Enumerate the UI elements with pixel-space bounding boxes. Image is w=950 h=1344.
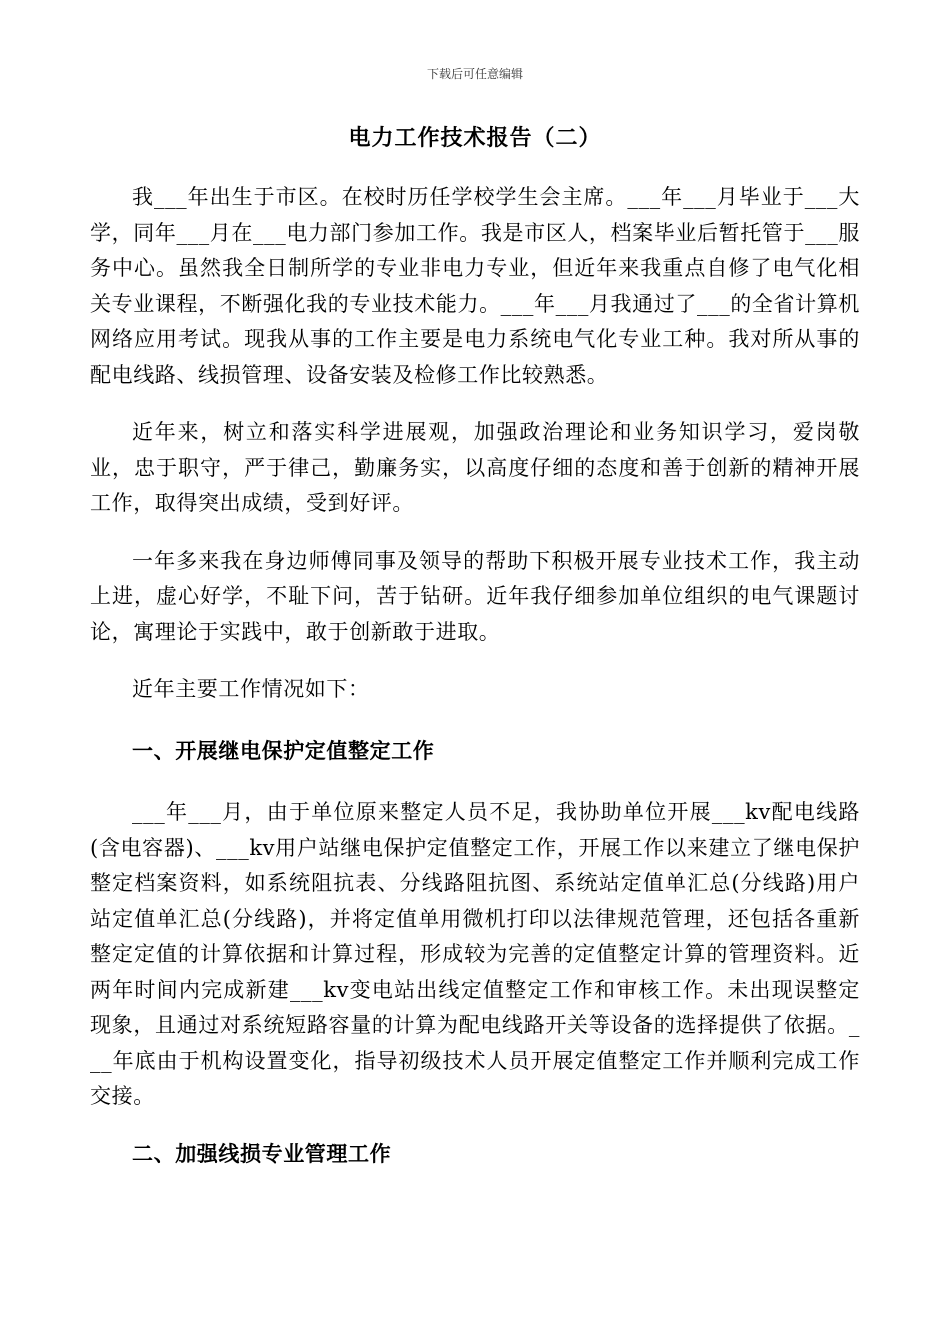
paragraph-learning: 一年多来我在身边师傅同事及领导的帮助下积极开展专业技术工作，我主动上进，虚心好学，不耻下问，苦于钻研。近年我仔细参加单位组织的电气课题讨论，寓理论于实践中，敢于创新敢于进取。 <box>90 548 860 644</box>
document-body <box>90 180 860 1198</box>
paragraph-intro: 我___年出生于市区。在校时历任学校学生会主席。___年___月毕业于___大学，同年___月在___电力部门参加工作。我是市区人，档案毕业后暂托管于___服务中心。虽然我全日制所学的专业非电力专业，但近年来我重点自修了电气化相关专业课程，不断强化我的专业技术能力。___年___月我通过了___的全省计算机网络应用考试。现我从事的工作主要是电力系统电气化专业工种。我对所从事的配电线路、线损管理、设备安装及检修工作比较熟悉。 <box>90 185 860 387</box>
section-heading-1: 一、开展继电保护定值整定工作 <box>132 738 435 763</box>
document-title: 电力工作技术报告（二） <box>348 126 602 151</box>
paragraph-conduct: 近年来，树立和落实科学进展观，加强政治理论和业务知识学习，爱岗敬业，忠于职守，严于律己，勤廉务实，以高度仔细的态度和善于创新的精神开展工作，取得突出成绩，受到好评。 <box>90 420 860 515</box>
paragraph-summary-lead: 近年主要工作情况如下： <box>132 677 370 701</box>
header-note: 下载后可任意编辑 <box>426 67 523 81</box>
paragraph-relay-protection: ___年___月，由于单位原来整定人员不足，我协助单位开展___kv配电线路(含电容器)、___kv用户站继电保护定值整定工作，开展工作以来建立了继电保护整定档案资料，如系统阻抗表、分线路阻抗图、系统站定值单汇总(分线路)用户站定值单汇总(分线路)，并将定值单用微机打印以法律规范管理，还包括各重新整定定值的计算依据和计算过程，形成较为完善的定值整定计算的管理资料。近两年时间内完成新建___kv变电站出线定值整定工作和审核工作。未出现误整定现象，且通过对系统短路容量的计算为配电线路开关等设备的选择提供了依据。___年底由于机构设置变化，指导初级技术人员开展定值整定工作并顺利完成工作交接。 <box>90 800 860 1108</box>
section-heading-2: 二、加强线损专业管理工作 <box>132 1141 392 1166</box>
